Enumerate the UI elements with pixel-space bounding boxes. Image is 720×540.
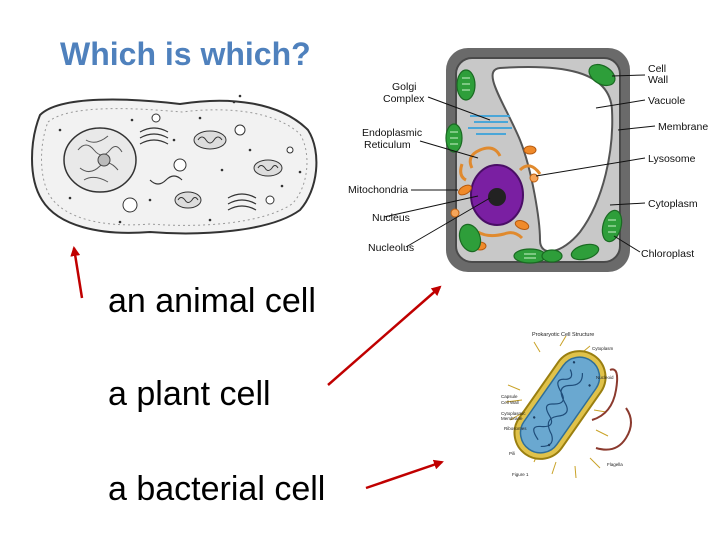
animal-cell-image (32, 95, 316, 234)
arrow-animal (74, 248, 82, 298)
label-er: Endoplasmic Reticulum (362, 127, 423, 151)
svg-text:Ribosomes: Ribosomes (504, 426, 527, 431)
svg-text:Capsule: Capsule (501, 394, 518, 399)
plant-nucleus (471, 165, 523, 225)
label-nucleus: Nucleus (372, 212, 410, 224)
label-mitochondria: Mitochondria (348, 184, 409, 196)
label-lysosome: Lysosome (648, 153, 696, 165)
svg-text:CytoplasmicMembrane: Cytoplasmic Membrane (501, 411, 526, 421)
svg-text:Pili: Pili (509, 451, 516, 456)
label-nucleolus: Nucleolus (368, 242, 415, 254)
label-chloroplast: Chloroplast (641, 248, 695, 260)
svg-text:Nucleoid: Nucleoid (596, 375, 614, 380)
arrow-bacterial (366, 462, 442, 488)
svg-text:Figure 1: Figure 1 (512, 472, 529, 477)
svg-text:Prokaryotic Cell Structure: Prokaryotic Cell Structure (532, 332, 595, 338)
answer-animal-cell: an animal cell (108, 282, 316, 320)
bacterial-cell-image (501, 332, 631, 478)
label-membrane: Membrane (658, 121, 709, 133)
page-title: Which is which? (60, 36, 311, 72)
label-cell-wall: Cell Wall (648, 63, 669, 86)
plant-cell-image (348, 48, 708, 272)
answer-bacterial-cell: a bacterial cell (108, 470, 326, 508)
svg-text:Cytoplasm: Cytoplasm (592, 346, 614, 351)
arrow-plant (328, 287, 440, 385)
label-golgi: Golgi Complex (383, 81, 425, 105)
svg-text:Cell Wall: Cell Wall (501, 400, 519, 405)
label-vacuole: Vacuole (648, 95, 686, 107)
svg-text:Flagella: Flagella (607, 462, 623, 467)
animal-nucleus (64, 128, 136, 192)
label-cytoplasm: Cytoplasm (648, 198, 698, 210)
answer-plant-cell: a plant cell (108, 375, 271, 413)
